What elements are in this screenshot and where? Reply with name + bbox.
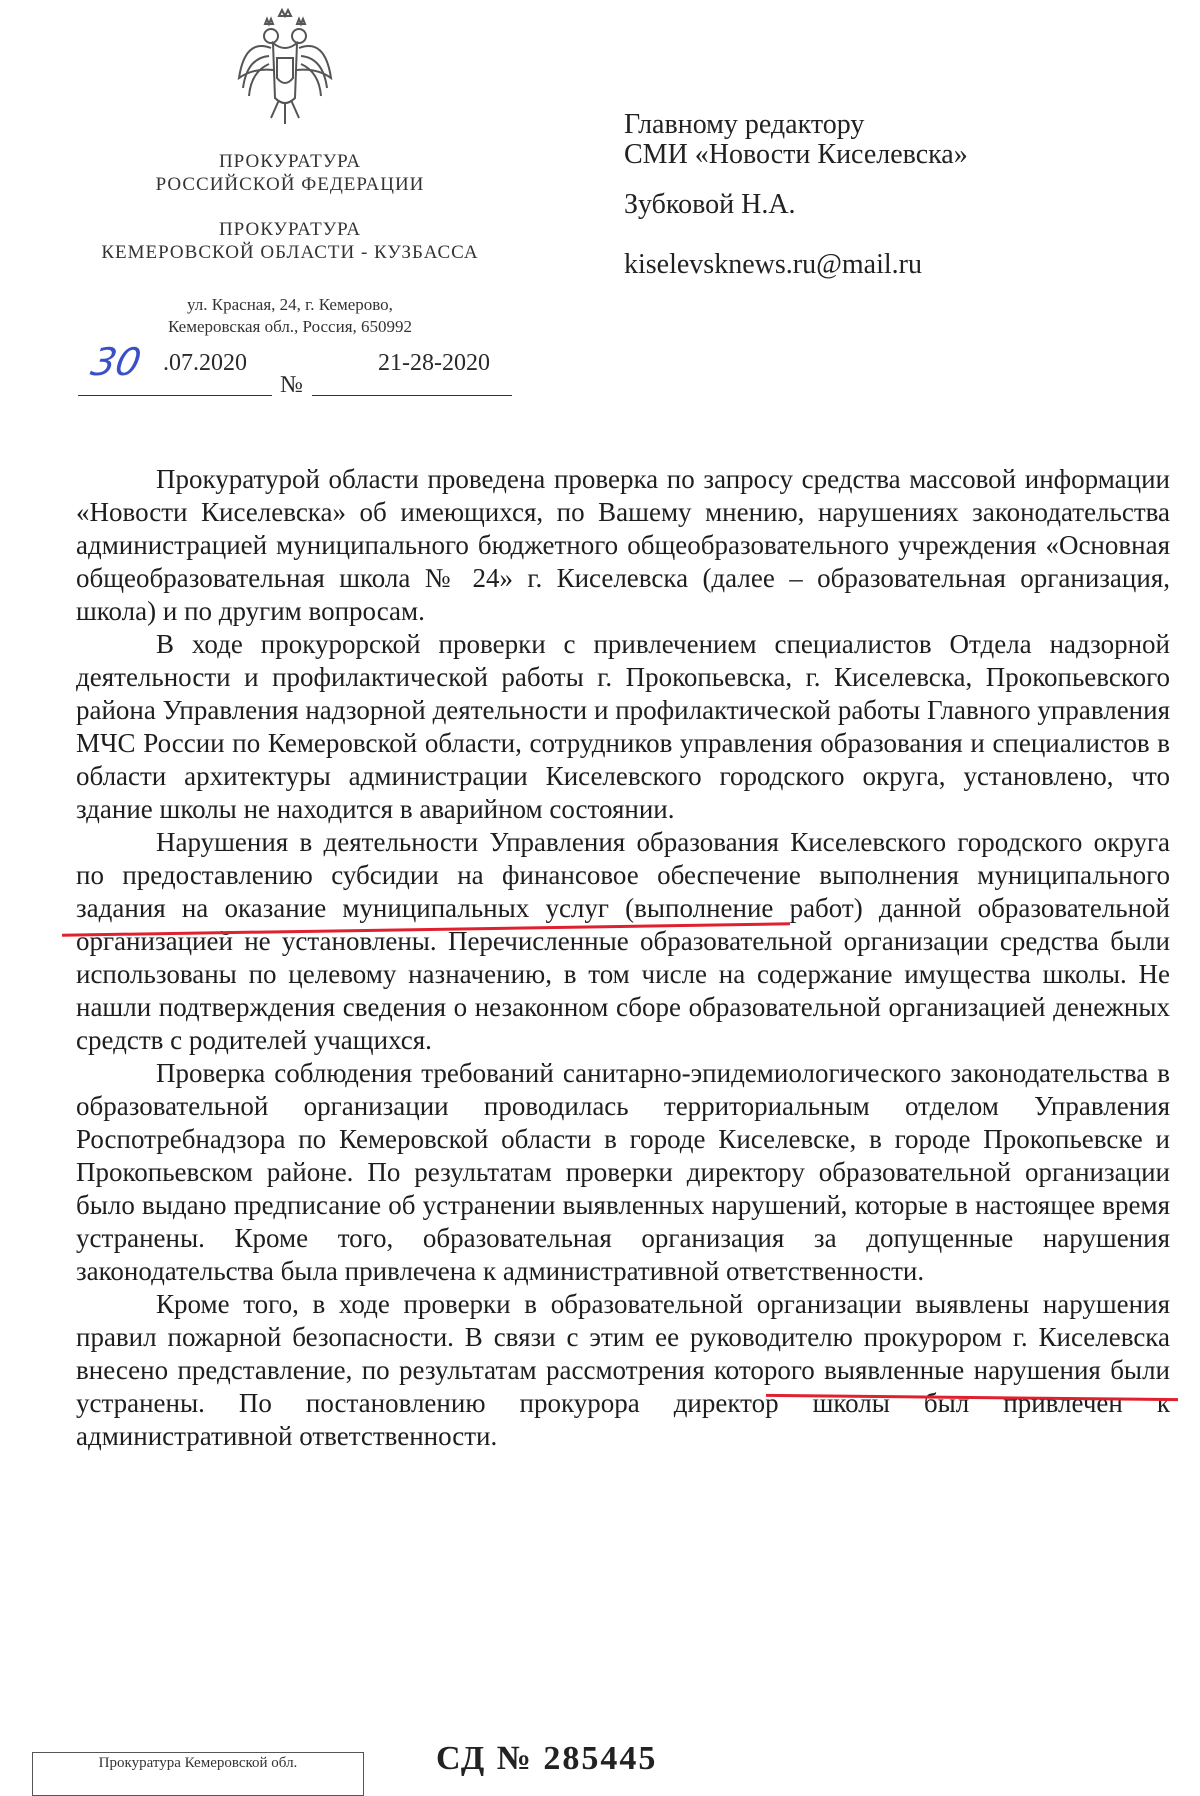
body-paragraph-3: Нарушения в деятельности Управления образования Киселевского городского округа по предоставлению субсидии на финансовое обеспечение выполнения муниципального задания на оказание муниципальных услуг (выполнение работ) данной образовательной организацией не установлены. Перечисленные образовательной организации средства были использованы по целевому назначению, в том числе на содержание имущества школы. Не нашли подтверждения сведения о незаконном сборе образовательной организацией денежных средств с родителей учащихся. [76,827,1170,1055]
recipient-title: Главному редактору [624,109,865,140]
serial-number: СД № 285445 [436,1740,658,1777]
body-paragraph-5: Кроме того, в ходе проверки в образовательной организации выявлены нарушения правил пожарной безопасности. В связи с этим ее руководителю прокурором г. Киселевска внесено представление, по результатам рассмотрения которого выявленные нарушения были устранены. По постановлению прокурора директор школы был привлечен к административной ответственности. [76,1289,1170,1451]
stamp-text: Прокуратура Кемеровской обл. [98,1755,298,1771]
org-line-2: РОССИЙСКОЙ ФЕДЕРАЦИИ [155,174,425,195]
number-sign: № [280,372,303,398]
number-underline [312,395,512,396]
recipient-media: СМИ «Новости Киселевска» [624,139,968,170]
double-headed-eagle-emblem-icon [235,8,335,128]
letter-body [76,463,1170,1453]
prosecutor-office-header [65,150,515,196]
address-line-1: ул. Красная, 24, г. Кемерово, [187,295,393,314]
document-number: 21-28-2020 [378,350,490,376]
address-line-2: Кемеровская обл., Россия, 650992 [167,317,413,336]
handwritten-date-day: 30 [87,340,146,384]
recipient-name: Зубковой Н.А. [624,189,796,220]
date-underline [78,395,272,396]
office-address [100,294,480,338]
org-line-4: КЕМЕРОВСКОЙ ОБЛАСТИ - КУЗБАССА [101,242,479,263]
body-paragraph-4: Проверка соблюдения требований санитарно-эпидемиологического законодательства в образовательной организации проводилась территориальным отделом Управления Роспотребнадзора по Кемеровской области в городе Киселевске, в городе Прокопьевске и Прокопьевском районе. По результатам проверки директору образовательной организации было выдано предписание об устранении выявленных нарушений, которые в настоящее время устранены. Кроме того, образовательная организация за допущенные нарушения законодательства была привлечена к административной ответственности. [76,1058,1170,1286]
office-stamp [32,1752,364,1796]
org-line-3: ПРОКУРАТУРА [218,219,362,240]
recipient-email: kiselevsknews.ru@mail.ru [624,249,922,280]
org-line-1: ПРОКУРАТУРА [218,151,362,172]
date-month-year: .07.2020 [163,350,247,376]
regional-office-header [65,218,515,264]
body-paragraph-1: Прокуратурой области проведена проверка по запросу средства массовой информации «Новости Киселевска» об имеющихся, по Вашему мнению, нарушениях законодательства администрацией муниципального бюджетного общеобразовательного учреждения «Основная общеобразовательная школа № 24» г. Киселевска (далее – образовательная организация, школа) и по другим вопросам. [76,464,1170,626]
body-paragraph-2: В ходе прокурорской проверки с привлечением специалистов Отдела надзорной деятельности и профилактической работы г. Прокопьевска, г. Киселевска, Прокопьевского района Управления надзорной деятельности и профилактической работы Главного управления МЧС России по Кемеровской области, сотрудников управления образования и специалистов в области архитектуры администрации Киселевского городского округа, установлено, что здание школы не находится в аварийном состоянии. [76,629,1170,824]
